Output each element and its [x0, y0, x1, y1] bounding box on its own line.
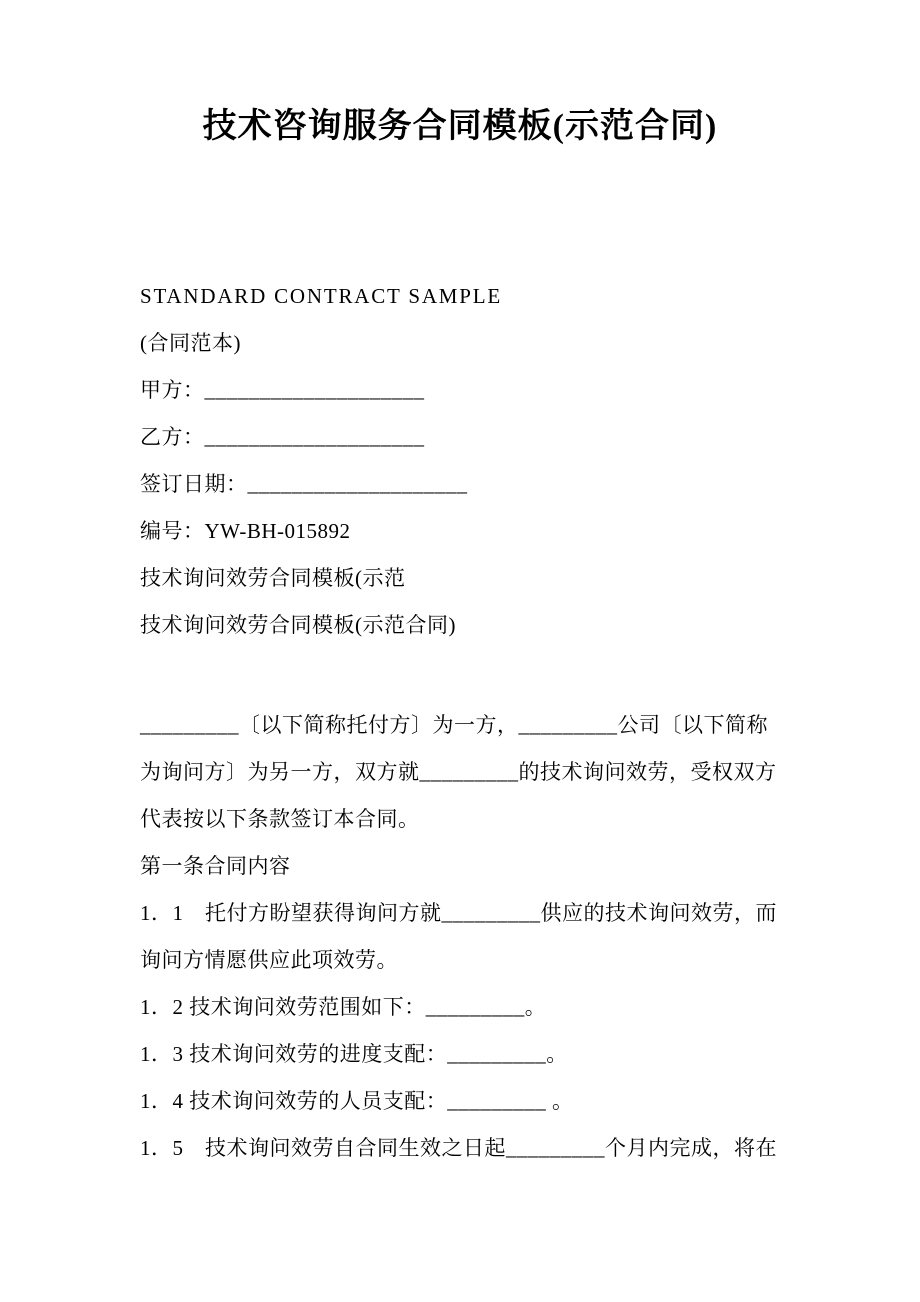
line-clause-1-5: 1．5 技术询问效劳自合同生效之日起_________个月内完成，将在: [140, 1136, 777, 1160]
line-clause-1-1-part-1: 1．1 托付方盼望获得询问方就_________供应的技术询问效劳，而: [140, 901, 777, 925]
line-sample-label: (合同范本): [140, 331, 241, 355]
line-serial-number: 编号：YW-BH-015892: [140, 519, 351, 543]
line-clause-1-2: 1．2 技术询问效劳范围如下：_________。: [140, 995, 547, 1019]
line-subtitle-full: 技术询问效劳合同模板(示范合同): [140, 613, 456, 637]
line-english-subtitle: STANDARD CONTRACT SAMPLE: [140, 284, 503, 308]
line-party-b-blank: 乙方：____________________: [140, 425, 425, 449]
line-clause-1-1-part-2: 询问方情愿供应此项效劳。: [140, 948, 398, 972]
line-intro-paragraph-3: 代表按以下条款签订本合同。: [140, 807, 420, 831]
line-article-1-heading: 第一条合同内容: [140, 854, 291, 878]
line-subtitle-partial: 技术询问效劳合同模板(示范: [140, 566, 406, 590]
document-body: [0, 273, 920, 1172]
document-title: 技术咨询服务合同模板(示范合同): [202, 108, 718, 145]
line-party-a-blank: 甲方：____________________: [140, 378, 425, 402]
line-clause-1-4: 1．4 技术询问效劳的人员支配：_________ 。: [140, 1089, 574, 1113]
line-intro-paragraph-2: 为询问方〕为另一方，双方就_________的技术询问效劳，受权双方: [140, 760, 777, 784]
line-clause-1-3: 1．3 技术询问效劳的进度支配：_________。: [140, 1042, 568, 1066]
line-signing-date-blank: 签订日期：____________________: [140, 472, 468, 496]
line-intro-paragraph-1: _________〔以下简称托付方〕为一方，_________公司〔以下简称: [140, 713, 768, 737]
